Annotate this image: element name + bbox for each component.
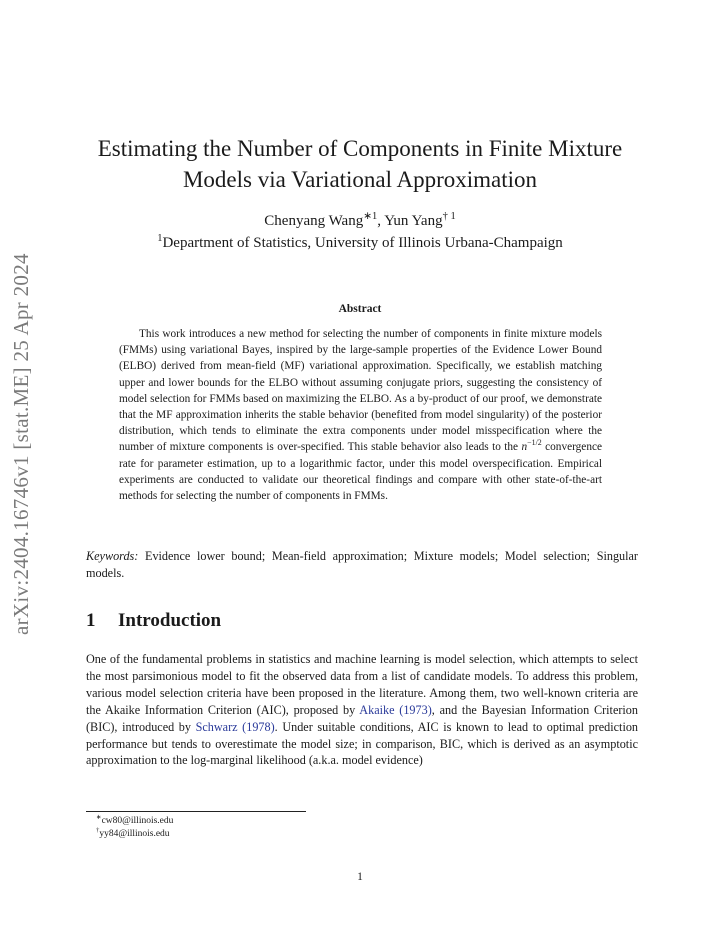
intro-text: One of the fundamental problems in statistics and machine learning is model selection, which attempts to select the most parsimonious model to fit the observed data from a list of candidate models. To address this problem, various model selection criteria have been proposed in the literature. Among them, two well-known criteria are the Akaike Information Criterion (AIC), proposed by <box>86 652 638 717</box>
citation-link-akaike[interactable]: Akaike (1973) <box>359 702 432 717</box>
title-line-1: Estimating the Number of Components in Finite Mixture <box>97 136 623 161</box>
footnote-mark: ∗ <box>96 813 102 821</box>
footnote-mark: † <box>96 826 100 834</box>
math-exponent: −1/2 <box>527 438 542 448</box>
citation-year: 1973 <box>403 702 428 717</box>
author-block <box>75 210 645 254</box>
section-number: 1 <box>86 610 96 631</box>
footnote <box>96 828 173 841</box>
affiliation-mark: 1 <box>157 233 163 244</box>
footnote <box>96 815 173 828</box>
footnotes <box>96 815 173 841</box>
author-name: Yun Yang <box>384 213 443 229</box>
introduction-paragraph <box>86 651 638 769</box>
citation-year: 1978 <box>246 719 271 734</box>
abstract-text <box>119 326 602 504</box>
footnote-divider <box>86 811 306 812</box>
arxiv-identifier-stamp: arXiv:2404.16746v1 [stat.ME] 25 Apr 2024 <box>9 253 33 635</box>
section-heading <box>86 610 221 632</box>
intro-text: , and the Bayesian Information Criterion (BIC), introduced by <box>86 702 638 734</box>
author-footnote-mark: † 1 <box>442 211 456 222</box>
intro-text: . Under suitable conditions, AIC is known to lead to optimal prediction performance but tends to overestimate the model size; in comparison, BIC, which is derived as an asymptotic approximation to the log-marginal likelihood (a.k.a. model evidence) <box>86 719 639 768</box>
footnote-email: cw80@illinois.edu <box>101 816 174 826</box>
footnote-email: yy84@illinois.edu <box>99 829 170 839</box>
keywords-label: Keywords: <box>86 549 139 563</box>
keywords-list: Evidence lower bound; Mean-field approximation; Mixture models; Model selection; Singular models. <box>86 549 638 580</box>
affiliation: Department of Statistics, University of Illinois Urbana-Champaign <box>162 235 563 251</box>
keywords <box>86 548 638 582</box>
paper-title <box>75 133 645 195</box>
author-separator: , <box>377 213 385 229</box>
page-number: 1 <box>357 871 363 883</box>
affiliation-line <box>75 232 645 254</box>
author-line <box>75 210 645 232</box>
title-line-2: Models via Variational Approximation <box>182 167 538 192</box>
abstract-heading: Abstract <box>338 303 382 315</box>
author-name: Chenyang Wang <box>264 213 364 229</box>
abstract-text-part: This work introduces a new method for selecting the number of components in finite mixture models (FMMs) using variational Bayes, inspired by the large-sample properties of the Evidence Lower Bound (ELBO) derived from mean-field (MF) variational approximation. Specifically, we establish matching upper and lower bounds for the ELBO without assuming conjugate priors, suggesting the consistency of model selection for FMMs based on maximizing the ELBO. As a by-product of our proof, we demonstrate that the MF approximation inherits the stable behavior (benefited from model singularity) of the posterior distribution, which tends to eliminate the extra components under model misspecification where the number of mixture components is over-specified. This stable behavior also leads to the <box>119 328 602 454</box>
citation-author: Akaike <box>359 702 395 717</box>
author-footnote-mark: ∗1 <box>363 211 378 222</box>
math-n: n <box>521 441 528 454</box>
section-title: Introduction <box>118 610 222 631</box>
citation-author: Schwarz <box>195 719 238 734</box>
citation-link-schwarz[interactable]: Schwarz (1978) <box>195 719 275 734</box>
abstract-text-part: convergence rate for parameter estimation, up to a logarithmic factor, under this model overspecification. Empirical experiments are conducted to validate our theoretical findings and compare with other state-of-the-art methods for selecting the number of components in FMMs. <box>119 441 603 503</box>
